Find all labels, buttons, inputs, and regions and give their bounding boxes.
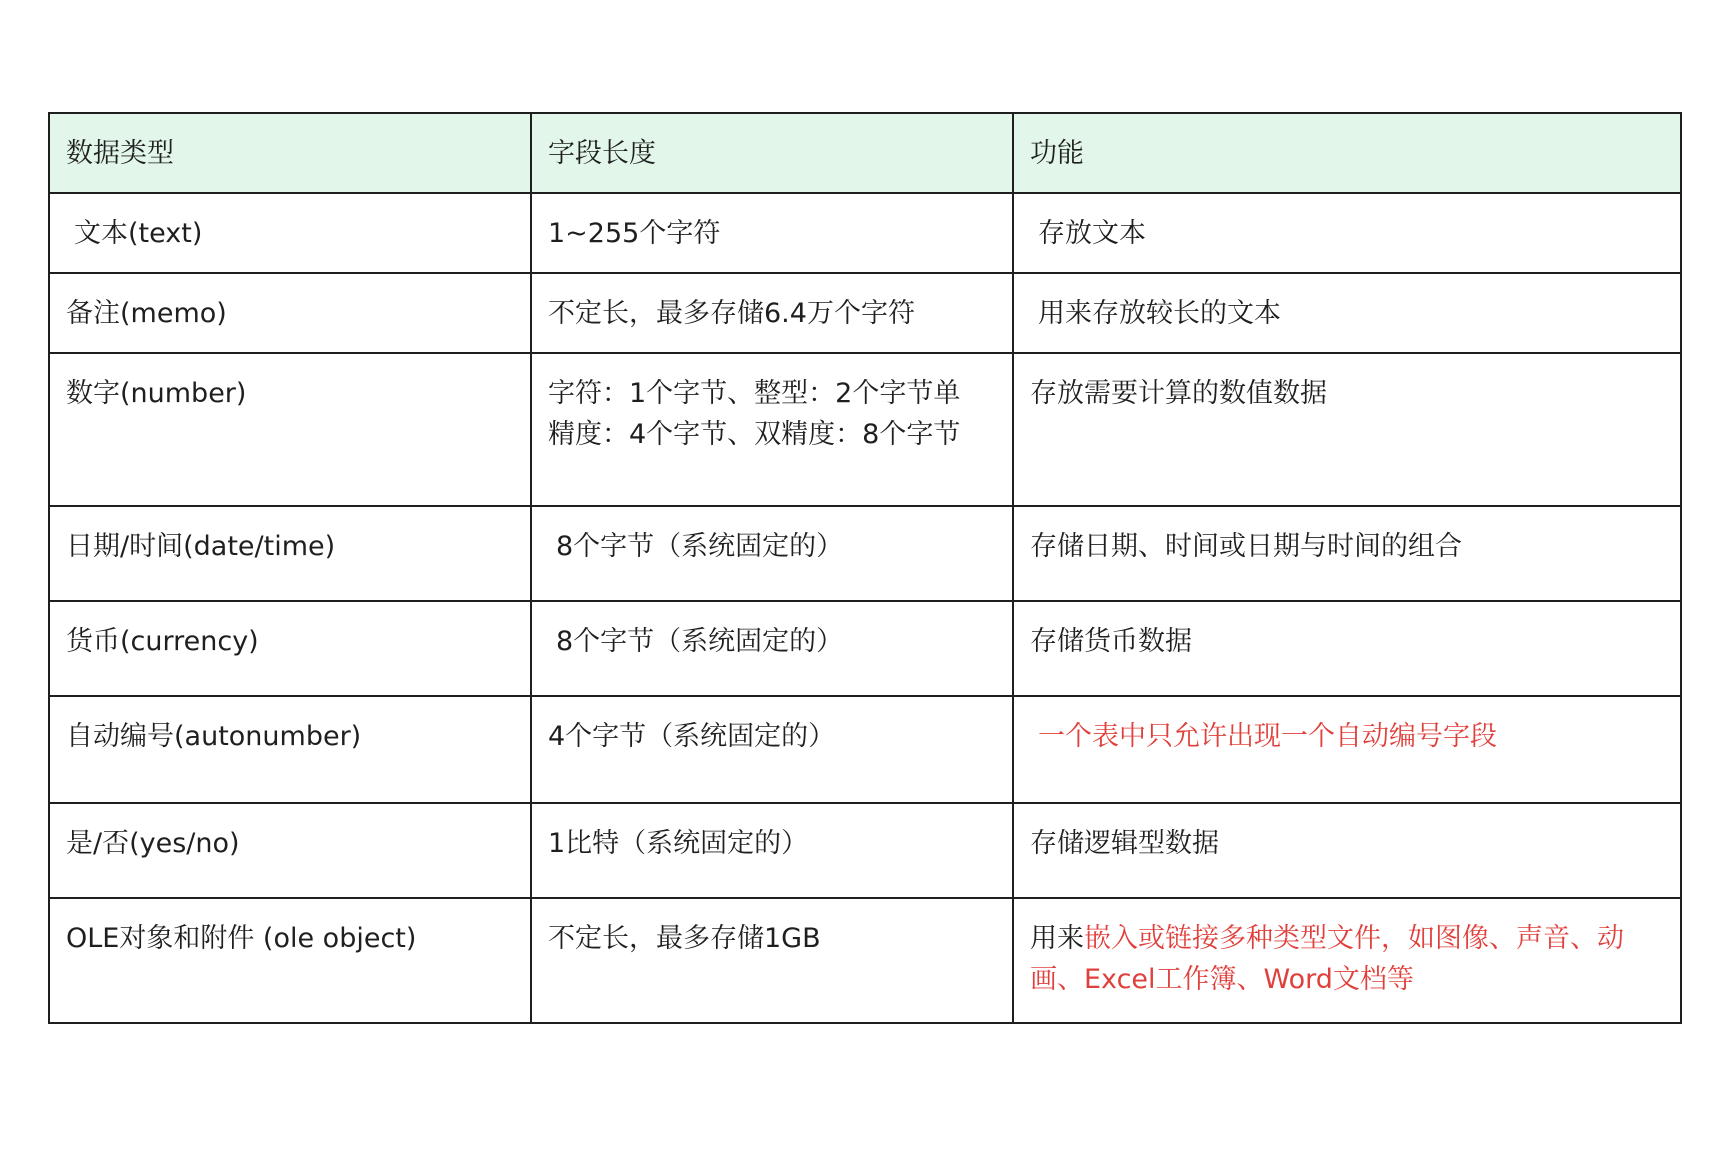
table-row xyxy=(49,273,1681,353)
cell-type: 文本(text) xyxy=(49,193,531,273)
table-header-row xyxy=(49,113,1681,193)
cell-function xyxy=(1013,898,1681,1023)
cell-function: 存储日期、时间或日期与时间的组合 xyxy=(1013,506,1681,601)
cell-type: 备注(memo) xyxy=(49,273,531,353)
table-row xyxy=(49,506,1681,601)
cell-function-prefix: 用来 xyxy=(1030,923,1084,954)
cell-length: 字符：1个字节、整型：2个字节单精度：4个字节、双精度：8个字节 xyxy=(531,353,1013,506)
cell-type: 是/否(yes/no) xyxy=(49,803,531,898)
cell-length: 1~255个字符 xyxy=(531,193,1013,273)
cell-type: 货币(currency) xyxy=(49,601,531,696)
cell-function-highlight: 一个表中只允许出现一个自动编号字段 xyxy=(1013,696,1681,803)
cell-length: 不定长，最多存储6.4万个字符 xyxy=(531,273,1013,353)
table-row xyxy=(49,601,1681,696)
cell-length: 不定长，最多存储1GB xyxy=(531,898,1013,1023)
cell-function: 用来存放较长的文本 xyxy=(1013,273,1681,353)
cell-function: 存储货币数据 xyxy=(1013,601,1681,696)
cell-function: 存放文本 xyxy=(1013,193,1681,273)
table-row xyxy=(49,898,1681,1023)
data-types-table xyxy=(48,112,1682,1024)
table-row xyxy=(49,696,1681,803)
cell-type: 日期/时间(date/time) xyxy=(49,506,531,601)
table-row xyxy=(49,193,1681,273)
table-row xyxy=(49,353,1681,506)
cell-function-highlight: 嵌入或链接多种类型文件，如图像、声音、动画、Excel工作簿、Word文档等 xyxy=(1030,923,1624,995)
header-cell-function: 功能 xyxy=(1013,113,1681,193)
cell-function: 存储逻辑型数据 xyxy=(1013,803,1681,898)
cell-length: 1比特（系统固定的） xyxy=(531,803,1013,898)
cell-length: 8个字节（系统固定的） xyxy=(531,506,1013,601)
cell-type: 自动编号(autonumber) xyxy=(49,696,531,803)
cell-type: OLE对象和附件 (ole object) xyxy=(49,898,531,1023)
table-row xyxy=(49,803,1681,898)
header-cell-type: 数据类型 xyxy=(49,113,531,193)
cell-length: 4个字节（系统固定的） xyxy=(531,696,1013,803)
cell-type: 数字(number) xyxy=(49,353,531,506)
cell-length: 8个字节（系统固定的） xyxy=(531,601,1013,696)
header-cell-length: 字段长度 xyxy=(531,113,1013,193)
cell-function: 存放需要计算的数值数据 xyxy=(1013,353,1681,506)
